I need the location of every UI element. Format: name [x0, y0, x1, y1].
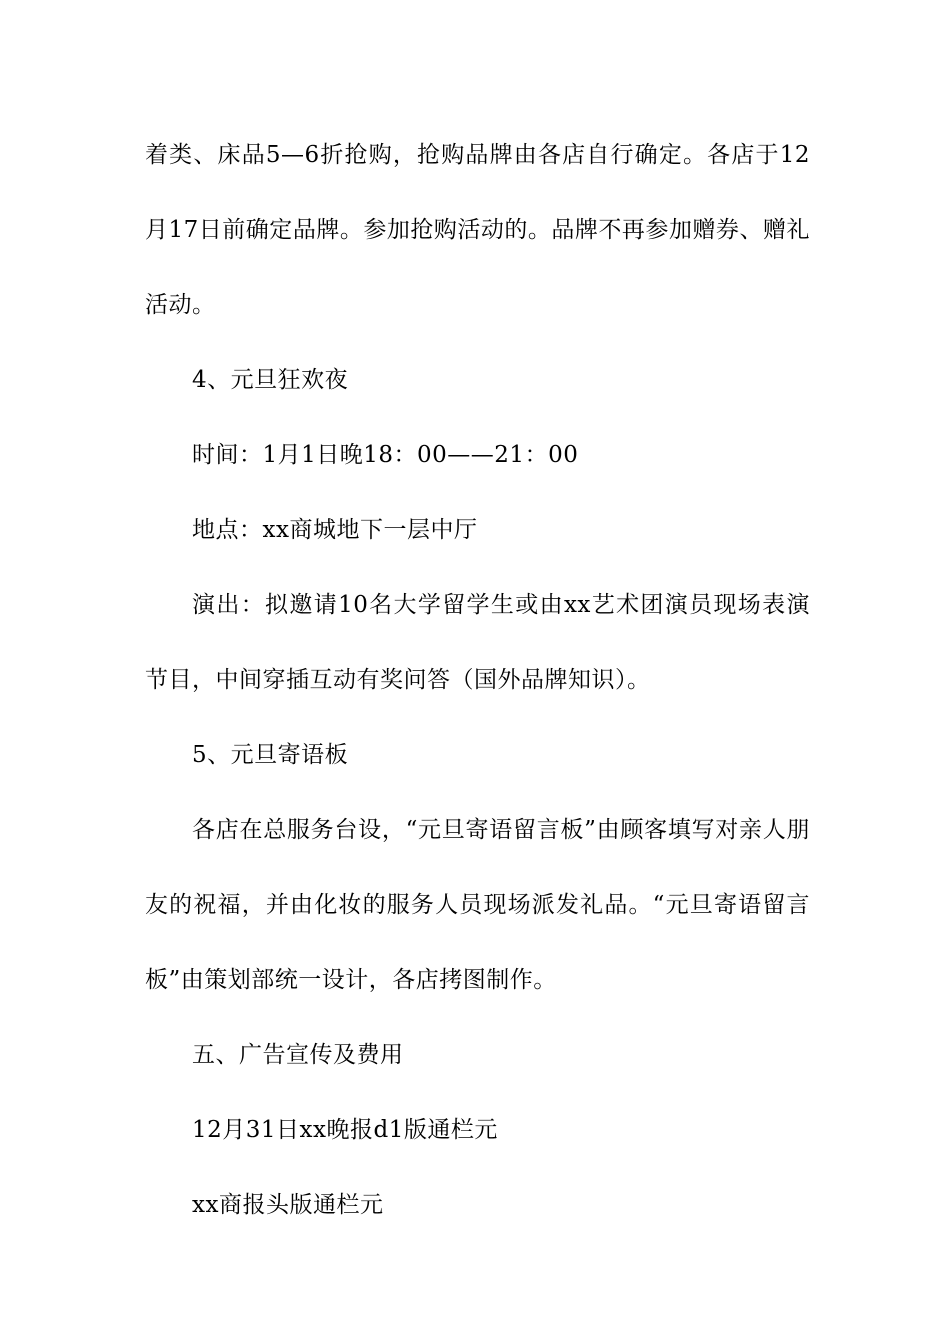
document-body	[145, 118, 810, 1243]
heading-advertising-costs: 五、广告宣传及费用	[192, 1042, 404, 1068]
heading-new-year-message-board: 5、元旦寄语板	[192, 742, 349, 768]
paragraph-business-news-ad: xx商报头版通栏元	[192, 1192, 384, 1218]
heading-new-year-carnival: 4、元旦狂欢夜	[192, 367, 349, 393]
paragraph-performance: 演出：拟邀请10名大学留学生或由xx艺术团演员现场表演节目，中间穿插互动有奖问答（国外品牌知识）。	[145, 592, 810, 693]
paragraph-evening-news-ad: 12月31日xx晚报d1版通栏元	[192, 1117, 498, 1143]
paragraph-location: 地点：xx商城地下一层中厅	[192, 517, 478, 543]
paragraph-clothing-bedding-sale: 着类、床品5—6折抢购，抢购品牌由各店自行确定。各店于12月17日前确定品牌。参加抢购活动的。品牌不再参加赠券、赠礼活动。	[145, 142, 810, 318]
paragraph-message-board: 各店在总服务台设，“元旦寄语留言板”由顾客填写对亲人朋友的祝福，并由化妆的服务人员现场派发礼品。“元旦寄语留言板”由策划部统一设计，各店拷图制作。	[145, 817, 810, 993]
paragraph-time: 时间：1月1日晚18：00——21：00	[192, 442, 579, 468]
